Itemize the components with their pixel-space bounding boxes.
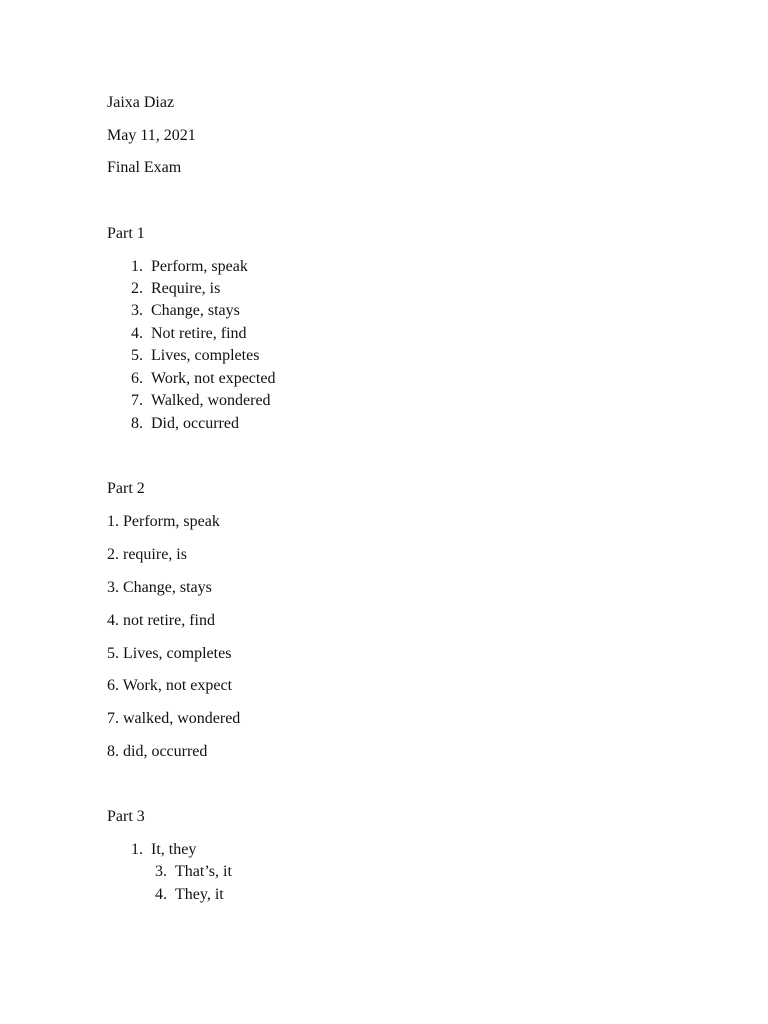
list-text: They, it	[175, 886, 224, 903]
document-title: Final Exam	[107, 159, 182, 176]
list-text: It, they	[151, 841, 197, 858]
author-name: Jaixa Diaz	[107, 94, 175, 111]
part1-list-item	[121, 279, 220, 299]
list-number: 3.	[155, 863, 167, 880]
list-text: That’s, it	[175, 863, 232, 880]
part1-list-item	[121, 324, 247, 344]
part2-item: 2. require, is	[107, 546, 187, 563]
part2-heading: Part 2	[107, 480, 145, 497]
part2-item: 6. Work, not expect	[107, 677, 233, 694]
part1-list-item	[121, 391, 271, 411]
part1-list-item	[121, 369, 275, 389]
part3-heading: Part 3	[107, 808, 145, 825]
list-text: Lives, completes	[151, 347, 260, 364]
part3-list-item	[145, 885, 224, 905]
list-number: 3.	[131, 302, 143, 319]
part2-item: 8. did, occurred	[107, 743, 208, 760]
list-text: Require, is	[151, 280, 221, 297]
list-number: 2.	[131, 280, 143, 297]
list-number: 7.	[131, 392, 143, 409]
list-number: 6.	[131, 370, 143, 387]
list-text: Walked, wondered	[151, 392, 271, 409]
document-date: May 11, 2021	[107, 127, 196, 144]
part2-item: 7. walked, wondered	[107, 710, 241, 727]
list-number: 5.	[131, 347, 143, 364]
list-number: 8.	[131, 415, 143, 432]
part2-item: 3. Change, stays	[107, 579, 212, 596]
part3-list-item	[121, 840, 196, 860]
list-text: Work, not expected	[151, 370, 276, 387]
part3-list-item	[145, 862, 232, 882]
part1-list-item	[121, 414, 239, 434]
list-text: Did, occurred	[151, 415, 239, 432]
list-text: Not retire, find	[151, 325, 247, 342]
list-text: Change, stays	[151, 302, 240, 319]
list-number: 4.	[131, 325, 143, 342]
list-number: 1.	[131, 258, 143, 275]
list-number: 4.	[155, 886, 167, 903]
list-text: Perform, speak	[151, 258, 248, 275]
part2-item: 5. Lives, completes	[107, 645, 232, 662]
part2-item: 4. not retire, find	[107, 612, 215, 629]
list-number: 1.	[131, 841, 143, 858]
part1-list-item	[121, 346, 259, 366]
part1-list-item	[121, 257, 248, 277]
part1-heading: Part 1	[107, 225, 145, 242]
part2-item: 1. Perform, speak	[107, 513, 220, 530]
part1-list-item	[121, 301, 240, 321]
